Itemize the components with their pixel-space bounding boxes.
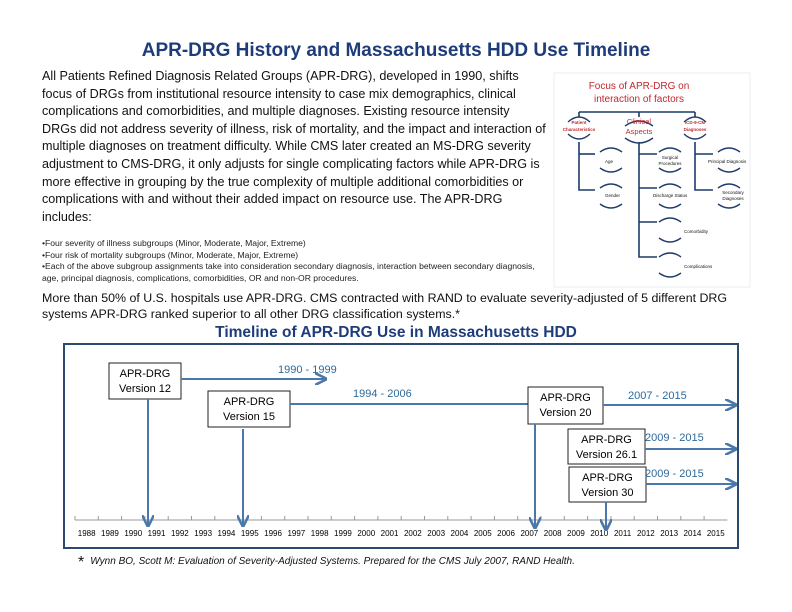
org-patient-1: Patient bbox=[571, 120, 587, 125]
year-label: 2005 bbox=[473, 529, 492, 538]
version-name: APR-DRG bbox=[540, 392, 591, 404]
range-label: 1994 - 2006 bbox=[353, 388, 412, 400]
version-name: APR-DRG bbox=[223, 396, 275, 408]
org-complications: Complications bbox=[684, 264, 713, 269]
footnote-text: Wynn BO, Scott M: Evaluation of Severity-Adjusted Systems. Prepared for the CMS July 2007, RAND Health. bbox=[90, 556, 575, 567]
bullet-item: •Each of the above subgroup assignments take into consideration secondary diagnosis, interaction between secondary diagnosis, age, principal diagnosis, complications, comorbidities, OR and non-OR procedures. bbox=[42, 261, 535, 283]
year-label: 2001 bbox=[380, 529, 399, 538]
org-clinical-2: Aspects bbox=[625, 127, 653, 136]
version-number: Version 12 bbox=[119, 383, 171, 395]
range-label: 1990 - 1999 bbox=[278, 364, 337, 376]
version-name: APR-DRG bbox=[119, 368, 171, 380]
version-number: Version 20 bbox=[539, 407, 592, 419]
org-discharge: Discharge Status bbox=[653, 193, 688, 198]
year-label: 2015 bbox=[706, 529, 725, 538]
version-number: Version 26.1 bbox=[575, 449, 638, 461]
year-label: 1995 bbox=[240, 529, 259, 538]
year-label: 2012 bbox=[636, 529, 655, 538]
bullet-item: •Four risk of mortality subgroups (Minor, Moderate, Major, Extreme) bbox=[42, 249, 299, 260]
version-name: APR-DRG bbox=[581, 434, 632, 446]
org-secondary-1: Secondary bbox=[722, 190, 744, 195]
year-label: 2008 bbox=[543, 529, 562, 538]
bullet-text: Four severity of illness subgroups (Minor, Moderate, Major, Extreme) bbox=[45, 238, 306, 248]
version-number: Version 30 bbox=[581, 487, 634, 499]
year-label: 1993 bbox=[194, 529, 213, 538]
year-label: 1992 bbox=[170, 529, 189, 538]
org-clinical-1: Clinical bbox=[626, 117, 652, 126]
footnote-star: * bbox=[78, 554, 85, 571]
org-surgical-1: Surgical bbox=[661, 155, 679, 160]
year-label: 1990 bbox=[124, 529, 143, 538]
year-label: 2004 bbox=[450, 529, 469, 538]
bullet-item: •Four severity of illness subgroups (Minor, Moderate, Major, Extreme) bbox=[42, 238, 306, 248]
year-label: 1998 bbox=[310, 529, 329, 538]
slide-title: APR-DRG History and Massachusetts HDD Use Timeline bbox=[141, 40, 651, 61]
org-comorbidity: Comorbidity bbox=[684, 229, 709, 234]
usage-paragraph: More than 50% of U.S. hospitals use APR-DRG. CMS contracted with RAND to evaluate severity-adjusted of 5 different DRG systems APR-DRG ranked superior to all other DRG classification systems.* bbox=[42, 291, 727, 321]
range-label: 2009 - 2015 bbox=[645, 432, 704, 444]
bullet-text: Four risk of mortality subgroups (Minor, Moderate, Major, Extreme) bbox=[45, 249, 299, 260]
bullet-text: Each of the above subgroup assignments take into consideration secondary diagnosis, interaction between secondary diagnosis, age, principal diagnosis, complications, comorbidities, OR and non-OR procedures. bbox=[42, 261, 535, 283]
includes-list bbox=[42, 238, 552, 284]
year-label: 2006 bbox=[497, 529, 515, 538]
factor-org-chart bbox=[553, 72, 751, 288]
year-label: 2009 bbox=[567, 529, 585, 538]
year-label: 2000 bbox=[357, 529, 376, 538]
intro-paragraph: All Patients Refined Diagnosis Related Groups (APR-DRG), developed in 1990, shifts focus of DRGs from institutional resource intensity to case mix demographics, clinical complications and comorbidities, and multiple diagnoses. Existing resource intensity DRGs did not address severity of illness, risk of mortality, and the impact and interaction of multiple diagnoses on treatment difficulty. While CMS later created an MS-DRG severity adjustment to CMS-DRG, it only adjusts for single complicating factors while APR-DRG is more effective in grouping by the true complexity of multiple additional comorbidities or complications with and without their added impact on resource use. The APR-DRG includes: bbox=[42, 69, 546, 224]
year-label: 2003 bbox=[427, 529, 446, 538]
range-label: 2009 - 2015 bbox=[645, 468, 704, 480]
year-label: 2014 bbox=[683, 529, 702, 538]
org-age: Age bbox=[605, 159, 614, 164]
year-label: 1996 bbox=[264, 529, 282, 538]
timeline-title: Timeline of APR-DRG Use in Massachusetts HDD bbox=[215, 324, 577, 341]
org-principal: Principal Diagnosis bbox=[708, 159, 747, 164]
year-label: 1988 bbox=[77, 529, 96, 538]
version-name: APR-DRG bbox=[582, 472, 633, 484]
year-label: 1999 bbox=[334, 529, 352, 538]
org-patient-2: Characteristics bbox=[562, 127, 596, 132]
org-icd-1: ICD-9-CM bbox=[684, 120, 706, 125]
org-surgical-2: Procedures bbox=[658, 161, 682, 166]
year-label: 2013 bbox=[660, 529, 679, 538]
org-title-1: Focus of APR-DRG on bbox=[588, 81, 690, 92]
year-label: 2011 bbox=[613, 529, 632, 538]
year-label: 1989 bbox=[101, 529, 119, 538]
org-secondary-2: Diagnoses bbox=[722, 196, 744, 201]
year-label: 2010 bbox=[590, 529, 609, 538]
org-title-2: interaction of factors bbox=[593, 94, 685, 105]
org-icd-2: Diagnoses bbox=[683, 127, 707, 132]
year-label: 1997 bbox=[287, 529, 306, 538]
version-number: Version 15 bbox=[223, 411, 275, 423]
range-label: 2007 - 2015 bbox=[628, 390, 687, 402]
year-label: 1994 bbox=[217, 529, 236, 538]
timeline-chart bbox=[63, 343, 739, 549]
year-label: 2007 bbox=[520, 529, 539, 538]
org-gender: Gender bbox=[605, 193, 621, 198]
footnote bbox=[78, 554, 575, 572]
year-label: 1991 bbox=[147, 529, 166, 538]
year-label: 2002 bbox=[403, 529, 422, 538]
